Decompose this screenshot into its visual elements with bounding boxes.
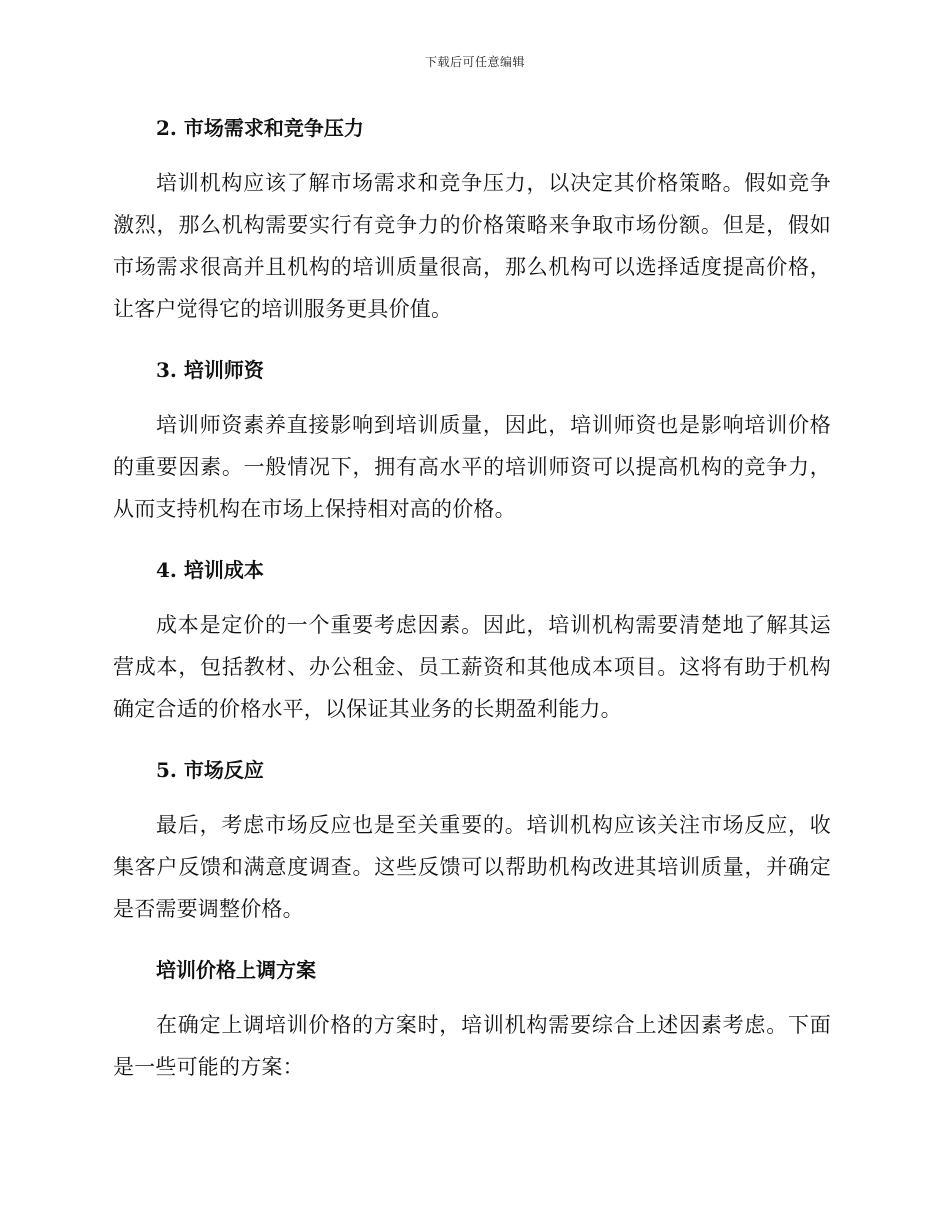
section-paragraph: 在确定上调培训价格的方案时，培训机构需要综合上述因素考虑。下面是一些可能的方案： xyxy=(113,1013,831,1079)
section-market-demand xyxy=(113,106,831,348)
section-trainers xyxy=(113,348,831,548)
section-market-response xyxy=(113,748,831,948)
section-heading: 培训价格上调方案 xyxy=(156,958,316,982)
section-paragraph: 最后，考虑市场反应也是至关重要的。培训机构应该关注市场反应，收集客户反馈和满意度调查。这些反馈可以帮助机构改进其培训质量，并确定是否需要调整价格。 xyxy=(113,813,831,921)
section-heading: 2. 市场需求和竞争压力 xyxy=(156,116,364,140)
section-training-cost xyxy=(113,548,831,748)
section-price-increase-plan xyxy=(113,948,831,1088)
section-paragraph: 培训机构应该了解市场需求和竞争压力，以决定其价格策略。假如竞争激烈，那么机构需要实行有竞争力的价格策略来争取市场份额。但是，假如市场需求很高并且机构的培训质量很高，那么机构可以选择适度提高价格，让客户觉得它的培训服务更具价值。 xyxy=(113,171,831,321)
section-paragraph: 成本是定价的一个重要考虑因素。因此，培训机构需要清楚地了解其运营成本，包括教材、办公租金、员工薪资和其他成本项目。这将有助于机构确定合适的价格水平，以保证其业务的长期盈利能力。 xyxy=(113,613,831,721)
section-heading: 4. 培训成本 xyxy=(156,558,264,582)
page-header: 下载后可任意编辑 xyxy=(424,55,525,69)
section-heading: 5. 市场反应 xyxy=(156,758,264,782)
section-heading: 3. 培训师资 xyxy=(156,358,264,382)
document-body xyxy=(113,106,831,1088)
section-paragraph: 培训师资素养直接影响到培训质量，因此，培训师资也是影响培训价格的重要因素。一般情况下，拥有高水平的培训师资可以提高机构的竞争力，从而支持机构在市场上保持相对高的价格。 xyxy=(113,413,831,521)
